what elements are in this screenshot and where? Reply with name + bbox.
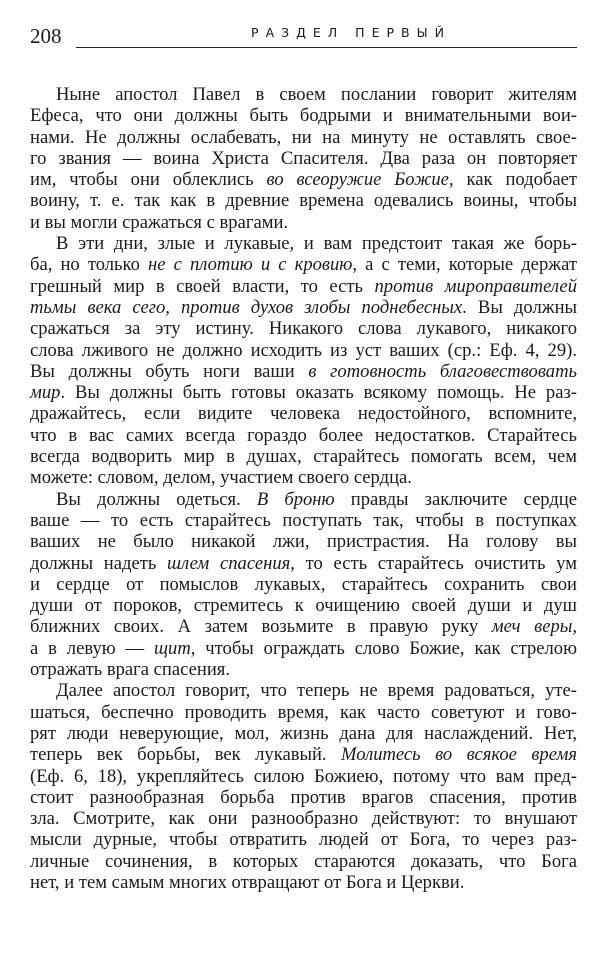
text-line (30, 659, 577, 680)
text-line (30, 531, 577, 552)
text-segment: , чтобы ограждать слово Божие, как стрелою (190, 637, 577, 659)
text-line (30, 276, 577, 297)
italic-quote: меч веры (491, 616, 573, 638)
text-line (30, 254, 577, 275)
italic-quote: тьмы века сего, против духов злобы поднебесных (30, 296, 463, 318)
text-line (30, 744, 577, 765)
text-segment: рят люди неверующие, мол, жизнь дана для наслаждений. Нет, (30, 722, 577, 744)
text-segment: ближних своих. А затем возьмите в правую руку (30, 616, 492, 638)
text-segment: им, чтобы они облеклись (30, 169, 267, 191)
text-segment: и вы могли сражаться с врагами. (30, 211, 289, 233)
running-title: РАЗДЕЛ ПЕРВЫЙ (251, 25, 451, 40)
text-line (30, 702, 577, 723)
page-body (30, 84, 577, 893)
text-segment: Ефеса, что они должны быть бодрыми и внимательными вои- (30, 105, 577, 127)
text-segment: что в вас самих всегда гораздо более недостатков. Старайтесь (30, 424, 577, 446)
text-line (30, 425, 577, 446)
paragraph (30, 84, 577, 233)
text-segment: ваше — то есть старайтесь поступать так, чтобы в поступках (30, 509, 577, 531)
text-line (30, 808, 577, 829)
header-rule (76, 47, 577, 48)
text-line (30, 403, 577, 424)
text-line (30, 361, 577, 382)
paragraph (30, 489, 577, 681)
text-line (30, 190, 577, 211)
text-segment: дражайтесь, если видите человека недостойного, вспомните, (30, 403, 577, 425)
text-segment: воину, т. е. так как в древние времена одевались воины, чтобы (30, 190, 577, 212)
italic-quote: шлем спасения (167, 552, 291, 574)
text-segment: ваших не было никакой лжи, пристрастия. На голову вы (30, 531, 577, 553)
text-line (30, 510, 577, 531)
italic-quote: против мироправителей (374, 275, 577, 297)
text-line (30, 105, 577, 126)
text-line (30, 616, 577, 637)
text-line (30, 84, 577, 105)
text-line (30, 829, 577, 850)
text-line (30, 851, 577, 872)
text-line (30, 723, 577, 744)
italic-quote: щит (154, 637, 191, 659)
text-segment: стоит разнообразная борьба против врагов спасения, против (30, 786, 577, 808)
text-line (30, 297, 577, 318)
text-line (30, 680, 577, 701)
text-line (30, 127, 577, 148)
text-line (30, 787, 577, 808)
text-segment: Вы должны обуть ноги ваши (30, 360, 309, 382)
text-segment: ба, но только (30, 254, 149, 276)
running-header (30, 22, 577, 52)
text-segment: го звания — воина Христа Спасителя. Два раза он повторяет (30, 147, 577, 169)
text-segment: теперь век борьбы, век лукавый. (30, 744, 342, 766)
text-segment: всегда водворить мир в душах, старайтесь помогать всем, чем (30, 446, 577, 468)
italic-quote: в готовность благовествовать (308, 360, 577, 382)
text-line (30, 446, 577, 467)
page-number: 208 (30, 24, 62, 48)
text-segment: . Вы должны (462, 296, 578, 318)
text-line (30, 489, 577, 510)
italic-quote: В броню (256, 488, 335, 510)
text-segment: отражать врага спасения. (30, 659, 230, 681)
text-segment: слова лживого не должно исходить из уст ваших (ср.: Еф. 4, 29). (30, 339, 577, 361)
text-segment: можете: словом, делом, участием своего сердца. (30, 467, 412, 489)
text-segment: . Вы должны быть готовы оказать всякому помощь. Не раз- (60, 382, 577, 404)
text-segment: а в левую — (30, 637, 155, 659)
italic-quote: во всеоружие Божие (266, 169, 449, 191)
text-line (30, 169, 577, 190)
text-segment: грешный мир в своей власти, то есть (30, 275, 375, 297)
text-line (30, 595, 577, 616)
text-segment: мысли дурные, чтобы отвратить людей от Бога, то через раз- (30, 829, 577, 851)
text-line (30, 148, 577, 169)
text-line (30, 233, 577, 254)
text-segment: личные сочинения, в которых стараются доказать, что Бога (30, 850, 577, 872)
text-segment: зла. Смотрите, как они разнообразно действуют: то внушают (30, 808, 577, 830)
text-segment: шаться, беспечно проводить время, как часто советуют и гово- (30, 701, 577, 723)
italic-quote: Молитесь во всякое время (341, 744, 577, 766)
text-segment: Далее апостол говорит, что теперь не время радоваться, уте- (56, 680, 577, 702)
text-segment: В эти дни, злые и лукавые, и вам предстоит такая же борь- (56, 233, 577, 255)
text-line (30, 872, 577, 893)
italic-quote: мир (30, 382, 61, 404)
text-segment: Вы должны одеться. (56, 488, 257, 510)
paragraph (30, 233, 577, 489)
text-segment: , как подобает (448, 169, 578, 191)
text-segment: должны надеть (30, 552, 168, 574)
text-segment: правды заключите сердце (334, 488, 577, 510)
text-segment: , а с теми, которые держат (352, 254, 577, 276)
text-segment: , (572, 616, 577, 638)
text-line (30, 318, 577, 339)
text-segment: нет, и тем самым многих отвращают от Бога и Церкви. (30, 871, 465, 893)
text-segment: , то есть старайтесь очистить ум (290, 552, 577, 574)
text-segment: (Еф. 6, 18), укрепляйтесь силою Божиею, потому что вам пред- (30, 765, 577, 787)
text-segment: Ныне апостол Павел в своем послании говорит жителям (56, 84, 577, 105)
text-line (30, 553, 577, 574)
paragraph (30, 680, 577, 893)
text-line (30, 766, 577, 787)
italic-quote: не с плотию и с кровию (148, 254, 353, 276)
text-line (30, 467, 577, 488)
text-line (30, 638, 577, 659)
text-segment: души от пороков, стремитесь к очищению своей души и душ (30, 595, 577, 617)
text-line (30, 212, 577, 233)
text-line (30, 382, 577, 403)
text-segment: сражаться за эту истину. Никакого слова лукавого, никакого (30, 318, 577, 340)
text-segment: нами. Не должны ослабевать, ни на минуту не оставлять свое- (30, 126, 577, 148)
text-line (30, 340, 577, 361)
text-line (30, 574, 577, 595)
text-segment: и сердце от помыслов лукавых, старайтесь сохранить свои (30, 573, 577, 595)
